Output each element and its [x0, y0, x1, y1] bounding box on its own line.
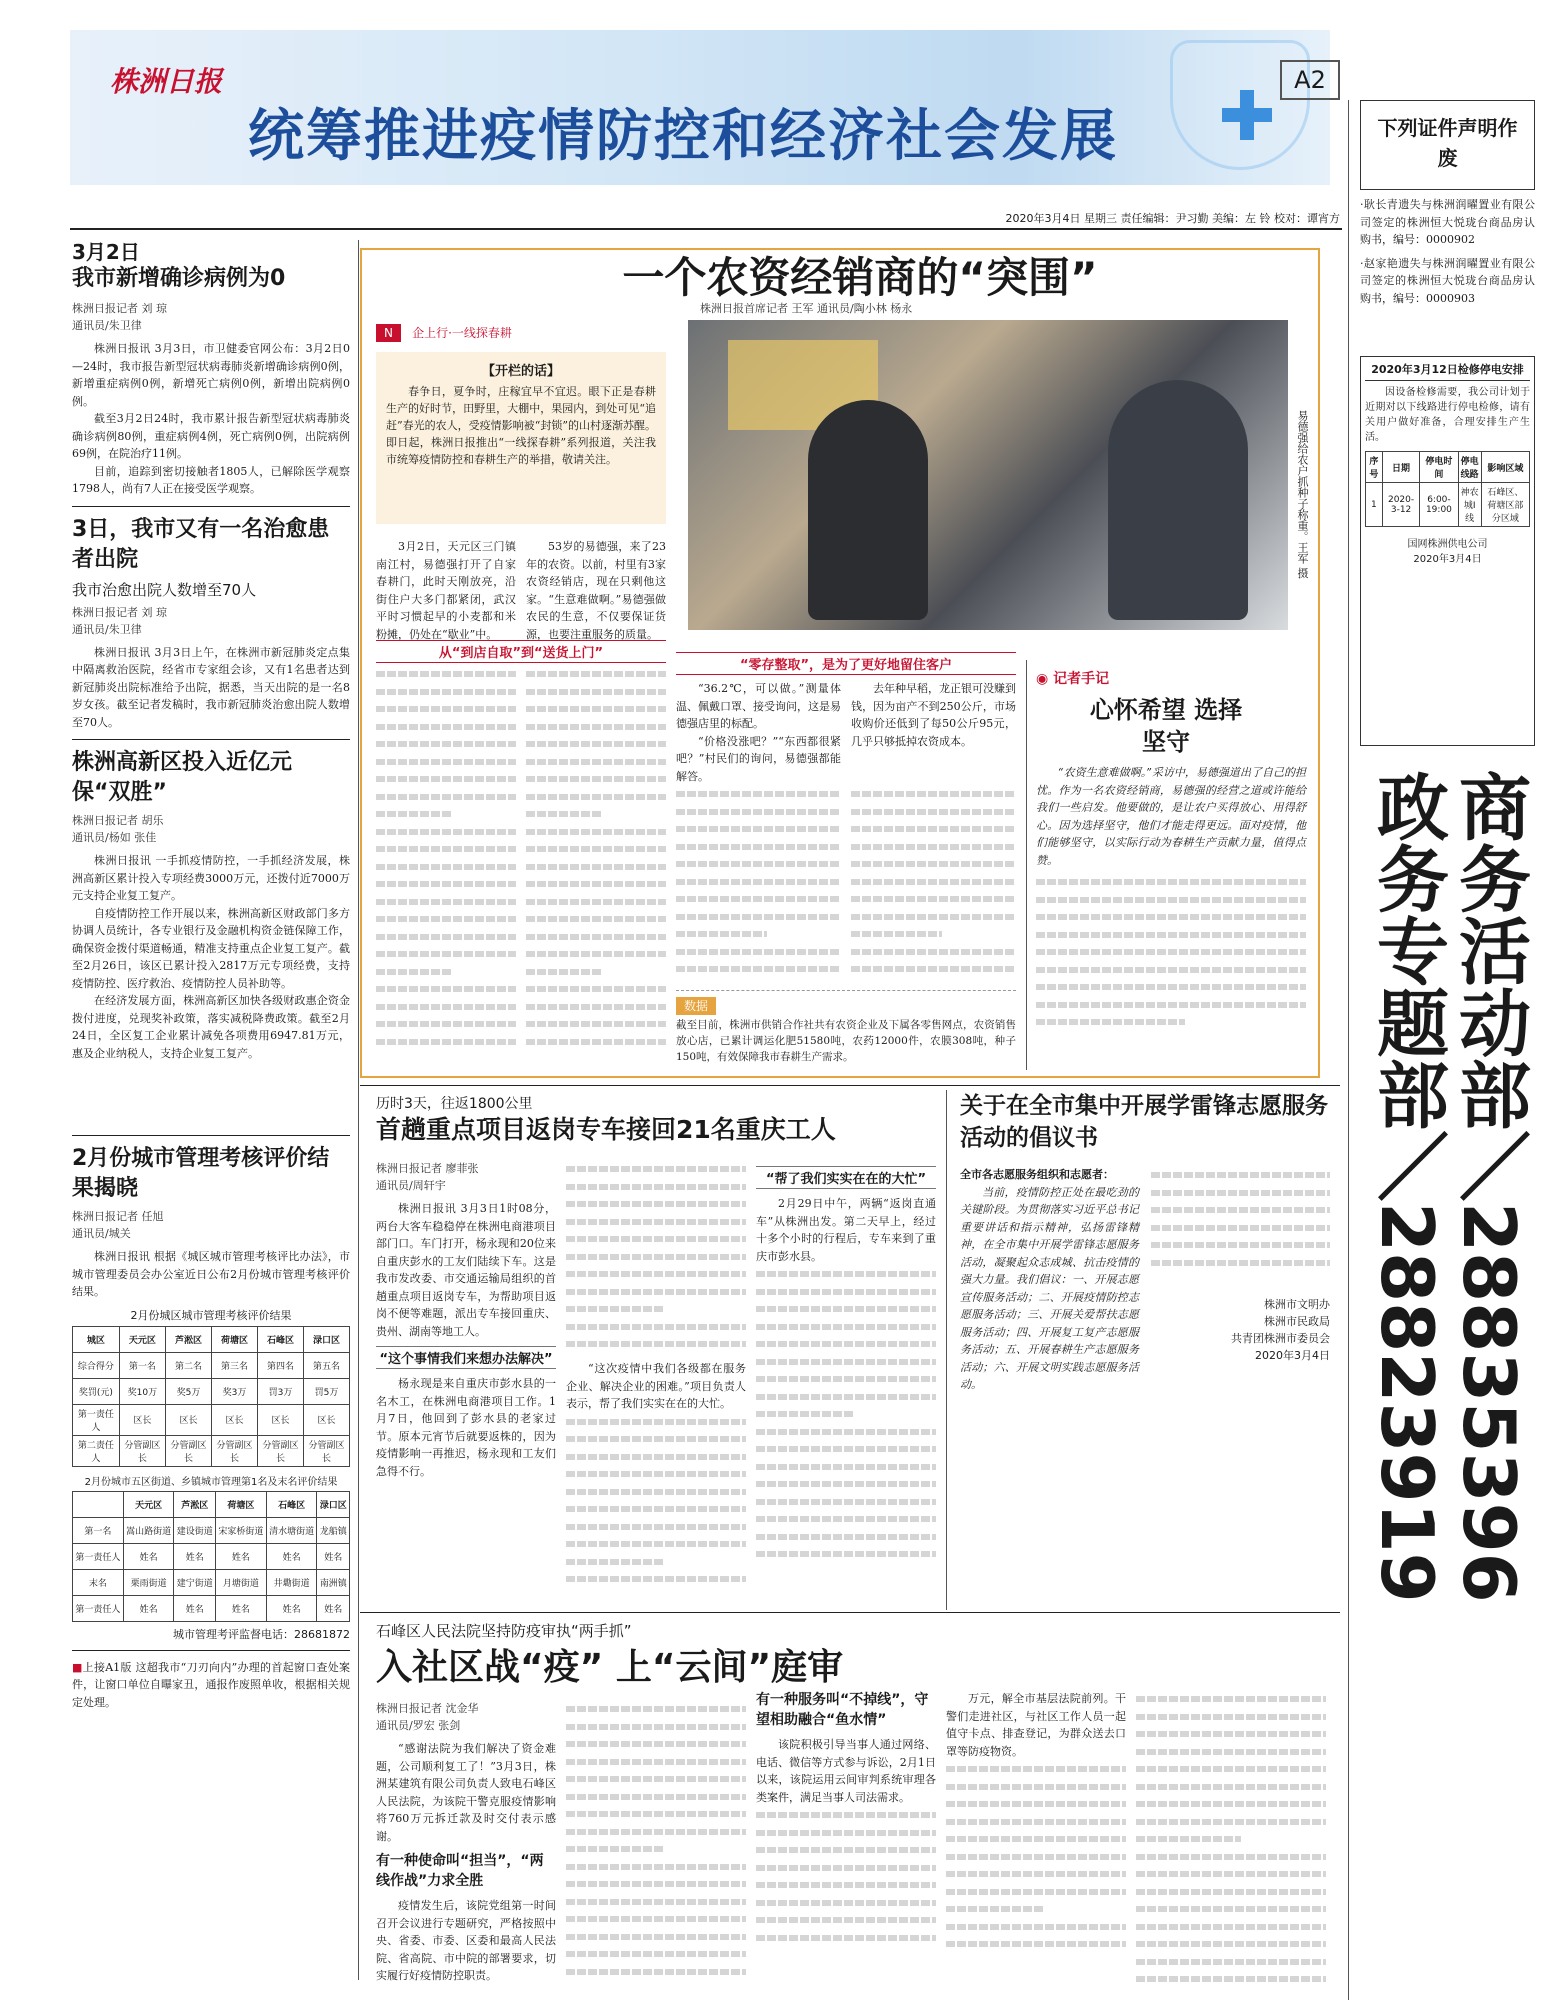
- text-block: [566, 1700, 746, 1990]
- column-name: 企上行·一线探春耕: [412, 326, 512, 340]
- paragraph: 去年种早稻，龙正银可没赚到钱，因为亩产不到250公斤，市场收购价还低到了每50公斤95元，几乎只够抵掉农资成本。: [851, 682, 1016, 748]
- table-cell: 芦淞区: [174, 1491, 216, 1517]
- column-divider: [946, 1090, 947, 1610]
- byline: 通讯员/罗宏 张剑: [376, 1719, 461, 1732]
- article-title: 我市新增确诊病例为0: [72, 266, 286, 291]
- divider: [72, 1135, 350, 1136]
- table-cell: 罚5万: [303, 1378, 349, 1404]
- table-cell: 第四名: [257, 1352, 303, 1378]
- data-tag: 数据: [676, 997, 716, 1015]
- power-footer: 2020年3月4日: [1413, 554, 1482, 565]
- table-cell: 罚3万: [257, 1378, 303, 1404]
- table-cell: 分管副区长: [166, 1435, 212, 1466]
- article-hitech-zone: [72, 748, 350, 1062]
- divider: [72, 1650, 350, 1651]
- notice-item: ·耿长青遗失与株洲润曜置业有限公司签定的株洲恒大悦珑台商品房认购书，编号：0000902: [1360, 198, 1535, 246]
- article-date: 3月2日: [72, 240, 140, 264]
- feature-subhead: “零存整取”，是为了更好地留住客户: [676, 652, 1016, 675]
- table-row: [73, 1404, 350, 1435]
- table-cell: 姓名: [123, 1595, 174, 1621]
- column-divider: [1026, 660, 1027, 1070]
- newspaper-logo: 株洲日报: [110, 65, 223, 98]
- vertical-department-label: 政务专题部／28823919: [1365, 770, 1449, 1603]
- table-cell: 停电时间: [1420, 452, 1458, 483]
- notice-title-box: [1360, 100, 1535, 190]
- data-text: 截至目前，株洲市供销合作社共有农资企业及下属各零售网点，农资销售放心店，已累计调运化肥51580吨，农药12000件，农膜308吨，种子150吨，有效保障我市春耕生产需求。: [676, 1019, 1016, 1063]
- table-cell: 第一名: [119, 1352, 165, 1378]
- divider: [360, 1612, 1340, 1613]
- text-block: [566, 1413, 746, 1593]
- paragraph: 株洲日报讯 3月3日上午，在株洲市新冠肺炎定点集中隔离救治医院，经省市专家组会诊，又有1名患者达到新冠肺炎出院标准给予出院，据悉，当天出院的是一名8岁女孩。截至记者发稿时，我市新冠肺炎治愈出院人数增至70人。: [72, 645, 350, 729]
- table-cell: 分管副区长: [119, 1435, 165, 1466]
- table-row: [73, 1352, 350, 1378]
- table-cell: 序号: [1366, 452, 1383, 483]
- text-block: [526, 665, 666, 1065]
- table-cell: 龙船镇: [317, 1517, 350, 1543]
- table-cell: 石峰区: [257, 1326, 303, 1352]
- table-cell: [73, 1491, 124, 1517]
- article-subhead: 有一种使命叫“担当”，“两线作战”力求全胜: [376, 1853, 544, 1889]
- medical-cross-icon: [1222, 90, 1272, 140]
- table-cell: 分管副区长: [257, 1435, 303, 1466]
- paragraph: 株洲日报讯 一手抓疫情防控，一手抓经济发展，株洲高新区累计投入专项经费3000万元，还拨付近7000万元支持企业复工复产。: [72, 854, 350, 902]
- text-block: [1136, 1690, 1326, 1990]
- table-cell: 区长: [212, 1404, 258, 1435]
- table-cell: 姓名: [123, 1543, 174, 1569]
- table-footer: 城市管理考评监督电话：28681872: [173, 1627, 350, 1641]
- table-cell: 第一名: [73, 1517, 124, 1543]
- table-cell: 第五名: [303, 1352, 349, 1378]
- table-caption: 2月份城区城市管理考核评价结果: [130, 1308, 292, 1322]
- table-cell: 区长: [119, 1404, 165, 1435]
- table-cell: 影响区域: [1481, 452, 1529, 483]
- reporter-note-tag: ◉ 记者手记: [1036, 671, 1110, 687]
- table-row: [1366, 452, 1530, 483]
- byline: 株洲日报记者 胡乐: [72, 814, 164, 827]
- paragraph: 截至3月2日24时，我市累计报告新型冠状病毒肺炎确诊病例80例，重症病例4例，死亡病例0例，出院病例69例，在院治疗11例。: [72, 412, 350, 460]
- table-cell: 姓名: [317, 1595, 350, 1621]
- text-column: [566, 1160, 746, 1593]
- table-cell: 第一责任人: [73, 1595, 124, 1621]
- table-row: [1366, 483, 1530, 527]
- text-block: [376, 665, 516, 1065]
- text-column: [376, 1700, 556, 1985]
- table-cell: 姓名: [174, 1595, 216, 1621]
- table-cell: 第一责任人: [73, 1543, 124, 1569]
- feature-title: 一个农资经销商的“突围”: [622, 253, 1098, 302]
- divider: [72, 506, 350, 507]
- table-cell: 姓名: [216, 1543, 267, 1569]
- table-cell: 嵩山路街道: [123, 1517, 174, 1543]
- text-block: [946, 1760, 1126, 1960]
- table-cell: 渌口区: [317, 1491, 350, 1517]
- table-cell: 姓名: [266, 1543, 317, 1569]
- table-cell: 芦淞区: [166, 1326, 212, 1352]
- table-cell: 第二名: [166, 1352, 212, 1378]
- table-row: [73, 1543, 350, 1569]
- byline: 株洲日报记者 任旭: [72, 1210, 164, 1223]
- text-column: [756, 1160, 936, 1565]
- paragraph: 杨永现是来自重庆市彭水县的一名木工，在株洲电商港项目工作。1月7日，他回到了彭水县的老家过节。原本元宵节后就要返株的，因为疫情影响一再推迟，杨永现和工友们急得不行。: [376, 1377, 556, 1478]
- initiative-text: 当前，疫情防控正处在最吃劲的关键阶段。为贯彻落实习近平总书记重要讲话和指示精神，弘扬雷锋精神，在全市集中开展学雷锋志愿服务活动，凝聚起众志成城、抗击疫情的强大力量。我们倡议：一、开展志愿宣传服务活动；二、开展疫情防控志愿服务活动；三、开展关爱帮扶志愿服务活动；四、开展复工复产志愿服务活动；五、开展春耕生产志愿服务活动；六、开展文明实践志愿服务活动。: [960, 1185, 1139, 1391]
- notice-title: 下列证件声明作废: [1377, 116, 1518, 170]
- byline: 株洲日报记者 刘 琼: [72, 605, 167, 619]
- article-city-management: [72, 1135, 350, 1711]
- paragraph: 2月29日中午，两辆“返岗直通车”从株洲出发。第二天早上，经过十多个小时的行程后，专车来到了重庆市彭水县。: [756, 1197, 936, 1263]
- text-block: [851, 785, 1016, 985]
- text-column: [376, 1160, 556, 1480]
- feature-columns-left: [376, 538, 666, 643]
- text-block: [566, 1160, 746, 1360]
- photo-person-right: [1108, 380, 1248, 620]
- article-title: 首趟重点项目返岗专车接回21名重庆工人: [376, 1115, 836, 1144]
- table-cell: 奖罚(元): [73, 1378, 120, 1404]
- article-subhead: “这个事情我们来想办法解决”: [376, 1346, 556, 1369]
- paragraph: 株洲日报讯 3月3日1时08分，两台大客车稳稳停在株洲电商港项目部门口。车门打开，杨永现和20位来自重庆彭水的工友们陆续下车。这是我市发改委、市交通运输局组织的首趟重点项目返岗专车，为帮助项目返岗不便等难题，派出专车接回重庆、贵州、湖南等地工人。: [376, 1202, 556, 1338]
- paragraph: 万元，解全市基层法院前列。干警们走进社区，与社区工作人员一起值守卡点、排查登记，为群众送去口罩等防疫物资。: [946, 1692, 1126, 1758]
- article-title: 入社区战“疫” 上“云间”庭审: [376, 1647, 844, 1688]
- initiative-title: 关于在全市集中开展学雷锋志愿服务活动的倡议书: [960, 1093, 1328, 1151]
- initiative-body: [960, 1166, 1330, 1394]
- feature-photo: [688, 320, 1288, 630]
- table-cell: 月塘街道: [216, 1569, 267, 1595]
- paragraph: 自疫情防控工作开展以来，株洲高新区财政部门多方协调人员统计，各专业银行及金融机构资金链保障工作，确保资金拨付渠道畅通，精准支持重点企业复工复产。截至2月26日，该区已累计投入2817万元专项经费，支持疫情防控、医疗救治、疫情防控人员补助等。: [72, 906, 350, 990]
- table-cell: 清水塘街道: [266, 1517, 317, 1543]
- feature-subhead: 从“到店自取”到“送货上门”: [376, 640, 666, 663]
- article-kicker: 历时3天，往返1800公里: [376, 1096, 533, 1112]
- table-caption: 2月份城市五区街道、乡镇城市管理第1名及末名评价结果: [84, 1476, 338, 1488]
- divider: [72, 739, 350, 740]
- article-title: 3日，我市又有一名治愈患者出院: [72, 516, 330, 572]
- byline: 通讯员/城关: [72, 1227, 131, 1240]
- circle-icon: ◉: [1036, 671, 1049, 687]
- table-cell: 区长: [166, 1404, 212, 1435]
- header-rule: [70, 228, 1342, 230]
- power-outage-notice: [1360, 356, 1535, 746]
- table-cell: 奖10万: [119, 1378, 165, 1404]
- table-cell: 6:00-19:00: [1420, 483, 1458, 527]
- table-cell: 南洲镇: [317, 1569, 350, 1595]
- table-cell: 井墈街道: [266, 1569, 317, 1595]
- paragraph: 3月2日，天元区三门镇南江村，易德强打开了自家春耕门，此时天刚放亮，沿街住户大多门都紧闭，武汉平时习惯起早的小麦都和米粉摊，仍处在“歇业”中。: [376, 540, 516, 641]
- text-column: [946, 1690, 1126, 1960]
- editor-note-title: 【开栏的话】: [481, 364, 560, 379]
- article-subhead: 有一种服务叫“不掉线”，守望相助融合“鱼水情”: [756, 1692, 929, 1728]
- photo-caption: 易德强给农户抓种子称重。王军 摄: [1296, 410, 1309, 579]
- article-kicker: 石峰区人民法院坚持防疫审执“两手抓”: [376, 1622, 632, 1640]
- paragraph: “感谢法院为我们解决了资金难题，公司顺利复工了！”3月3日，株洲某建筑有限公司负责人致电石峰区人民法院，为该院干警克服疫情影响将760万元拆迁款及时交付表示感谢。: [376, 1742, 556, 1843]
- table-cell: 第一责任人: [73, 1404, 120, 1435]
- photo-person-left: [808, 400, 928, 620]
- table-cell: 1: [1366, 483, 1383, 527]
- paragraph: 在经济发展方面，株洲高新区加快各级财政惠企资金拨付进度，兑现奖补政策，落实减税降费政策。截至2月24日，全区复工企业累计减免各项费用6947.81万元，惠及企业纳税人，支持企业复工复产。: [72, 994, 350, 1060]
- table-cell: 建设街道: [174, 1517, 216, 1543]
- power-footer: 国网株洲供电公司: [1407, 539, 1488, 550]
- table-cell: 神农城Ⅰ线: [1458, 483, 1481, 527]
- byline: 通讯员/朱卫律: [72, 319, 142, 332]
- byline: 株洲日报记者 廖菲张: [376, 1162, 479, 1175]
- paragraph: 疫情发生后，该院党组第一时间召开会议进行专题研究，严格按照中央、省委、市委、区委和最高人民法院、省高院、市中院的部署要求，切实履行好疫情防控职责。: [376, 1899, 556, 1982]
- page-number: A2: [1280, 60, 1340, 100]
- column-divider: [358, 240, 359, 1980]
- text-block: [1151, 1166, 1330, 1286]
- banner-title: 统筹推进疫情防控和经济社会发展: [248, 104, 1118, 169]
- text-block: [851, 680, 1016, 750]
- table-cell: 奖5万: [166, 1378, 212, 1404]
- table-cell: 姓名: [317, 1543, 350, 1569]
- paragraph: “这次疫情中我们各级都在服务企业、解决企业的困难。”项目负责人表示，帮了我们实实在在的大忙。: [566, 1362, 746, 1410]
- text-block: [756, 1265, 936, 1565]
- article-title: 株洲高新区投入近亿元保“双胜”: [72, 750, 293, 805]
- initiative-greeting: 全市各志愿服务组织和志愿者：: [960, 1168, 1114, 1181]
- table-cell: 姓名: [266, 1595, 317, 1621]
- table-cell: 姓名: [174, 1543, 216, 1569]
- article-recovered: [72, 515, 350, 732]
- table-row: [73, 1595, 350, 1621]
- table-cell: 分管副区长: [303, 1435, 349, 1466]
- byline: 株洲日报记者 沈金华: [376, 1702, 479, 1715]
- table-cell: 第二责任人: [73, 1435, 120, 1466]
- initiative-signature: 株洲市文明办 株洲市民政局 共青团株洲市委员会 2020年3月4日: [1231, 1298, 1330, 1362]
- article-new-cases: [72, 240, 350, 498]
- table-cell: 综合得分: [73, 1352, 120, 1378]
- table-row: [73, 1378, 350, 1404]
- table-cell: 荷塘区: [212, 1326, 258, 1352]
- paragraph: 53岁的易德强，来了23年的农资。以前，村里有3家农资经销店，现在只剩他这家。“生意难做啊。”易德强做农民的生意，不仅要保证货源，也要注重服务的质量。: [526, 540, 666, 641]
- notice-list: [1360, 196, 1535, 307]
- table-cell: 栗雨街道: [123, 1569, 174, 1595]
- table-cell: 石峰区: [266, 1491, 317, 1517]
- district-ranking-table: [72, 1326, 350, 1467]
- table-cell: 渌口区: [303, 1326, 349, 1352]
- editor-note-text: 春争日，夏争时，庄稼宜早不宜迟。眼下正是春耕生产的好时节，田野里，大棚中，果园内，到处可见“追赶”春光的农人，受疫情影响被“封锁”的山村逐渐苏醒。即日起，株洲日报推出“一线探春耕”系列报道，关注我市统筹疫情防控和春耕生产的举措，敬请关注。: [386, 385, 656, 466]
- power-text: 因设备检修需要，我公司计划于近期对以下线路进行停电检修，请有关用户做好准备，合理安排生产生活。: [1365, 387, 1530, 443]
- editor-note: [376, 352, 666, 524]
- byline: 株洲日报记者 刘 琼: [72, 302, 167, 315]
- feature-byline: 株洲日报首席记者 王军 通讯员/陶小林 杨永: [700, 302, 913, 315]
- table-cell: 奖3万: [212, 1378, 258, 1404]
- table-cell: 宋家桥街道: [216, 1517, 267, 1543]
- reporter-note-title: 心怀希望 选择坚守: [1089, 696, 1243, 756]
- table-cell: 城区: [73, 1326, 120, 1352]
- table-cell: 天元区: [119, 1326, 165, 1352]
- divider: [360, 1085, 1340, 1086]
- paragraph: 目前，追踪到密切接触者1805人，已解除医学观察1798人，尚有7人正在接受医学观察。: [72, 464, 350, 495]
- text-block: [756, 1806, 936, 1946]
- power-table: [1365, 451, 1530, 527]
- article-subhead: “帮了我们实实在在的大忙”: [756, 1166, 936, 1189]
- table-row: [73, 1326, 350, 1352]
- table-cell: 荷塘区: [216, 1491, 267, 1517]
- table-row: [73, 1435, 350, 1466]
- reporter-note: [1036, 668, 1306, 1033]
- followup-paragraph: ■上接A1版 这超我市“刀刃向内”办理的首起窗口查处案件，让窗口单位自曝家丑，通报作废照单收，根据相关规定处理。: [72, 1660, 350, 1709]
- byline: 通讯员/周轩宇: [376, 1179, 446, 1192]
- paragraph: 该院积极引导当事人通过网络、电话、微信等方式参与诉讼，2月1日以来，该院运用云间审判系统审理各类案件，满足当事人司法需求。: [756, 1738, 936, 1804]
- byline: 通讯员/朱卫律: [72, 622, 142, 636]
- paragraph: 株洲日报讯 根据《城区城市管理考核评比办法》，市城市管理委员会办公室近日公布2月份城市管理考核评价结果。: [72, 1250, 350, 1298]
- dateline: 2020年3月4日 星期三 责任编辑：尹习勤 美编：左 铃 校对：谭宵方: [1005, 212, 1340, 225]
- table-row: [73, 1491, 350, 1517]
- article-subtitle: 我市治愈出院人数增至70人: [72, 580, 257, 599]
- power-title: 2020年3月12日检修停电安排: [1365, 361, 1530, 381]
- paragraph: “价格没涨吧？”“东西都很紧吧？”村民们的询问，易德强都能解答。: [676, 734, 841, 783]
- vertical-department-label: 商务活动部／28835396: [1447, 770, 1531, 1603]
- table-row: [73, 1517, 350, 1543]
- left-column: [72, 240, 350, 1062]
- table-cell: 第三名: [212, 1352, 258, 1378]
- reporter-note-body: “农资生意难做啊。”采访中，易德强道出了自己的担忧。作为一名农资经销商，易德强的经营之道或许能给我们一些启发。他要做的，是让农户买得放心、用得舒心。因为选择坚守，他们才能走得更远。面对疫情，他们能够坚守，以实际行动为春耕生产贡献力量，值得点赞。: [1036, 766, 1306, 867]
- table-cell: 分管副区长: [212, 1435, 258, 1466]
- column-tag-letter: N: [376, 324, 401, 342]
- table-cell: 末名: [73, 1569, 124, 1595]
- column-tag: [376, 322, 666, 341]
- text-block: [676, 785, 841, 985]
- table-cell: 石峰区、荷塘区部分区域: [1481, 483, 1529, 527]
- table-cell: 建宁街道: [174, 1569, 216, 1595]
- text-column: [756, 1690, 936, 1946]
- table-cell: 2020-3-12: [1382, 483, 1420, 527]
- notice-item: ·赵家艳遗失与株洲润曜置业有限公司签定的株洲恒大悦珑台商品房认购书，编号：0000903: [1360, 256, 1535, 305]
- byline: 通讯员/杨如 张佳: [72, 831, 157, 844]
- table-cell: 姓名: [216, 1595, 267, 1621]
- table-cell: 天元区: [123, 1491, 174, 1517]
- sidebar-divider: [1348, 100, 1349, 2000]
- table-cell: 停电线路: [1458, 452, 1481, 483]
- street-ranking-table: [72, 1491, 350, 1622]
- table-cell: 区长: [303, 1404, 349, 1435]
- table-row: [73, 1569, 350, 1595]
- table-cell: 区长: [257, 1404, 303, 1435]
- text-block: [676, 680, 841, 785]
- table-cell: 日期: [1382, 452, 1420, 483]
- paragraph: 株洲日报讯 3月3日，市卫健委官网公布：3月2日0—24时，我市报告新型冠状病毒肺炎新增确诊病例0例，新增重症病例0例，新增死亡病例0例，新增出院病例0例。: [72, 342, 350, 408]
- paragraph: “36.2℃，可以做。”测量体温、佩戴口罩、接受询问，这是易德强店里的标配。: [676, 682, 841, 730]
- data-box: [676, 990, 1016, 1065]
- text-block: [1036, 873, 1306, 1033]
- header-banner: [70, 30, 1330, 185]
- article-title: 2月份城市管理考核评价结果揭晓: [72, 1146, 330, 1201]
